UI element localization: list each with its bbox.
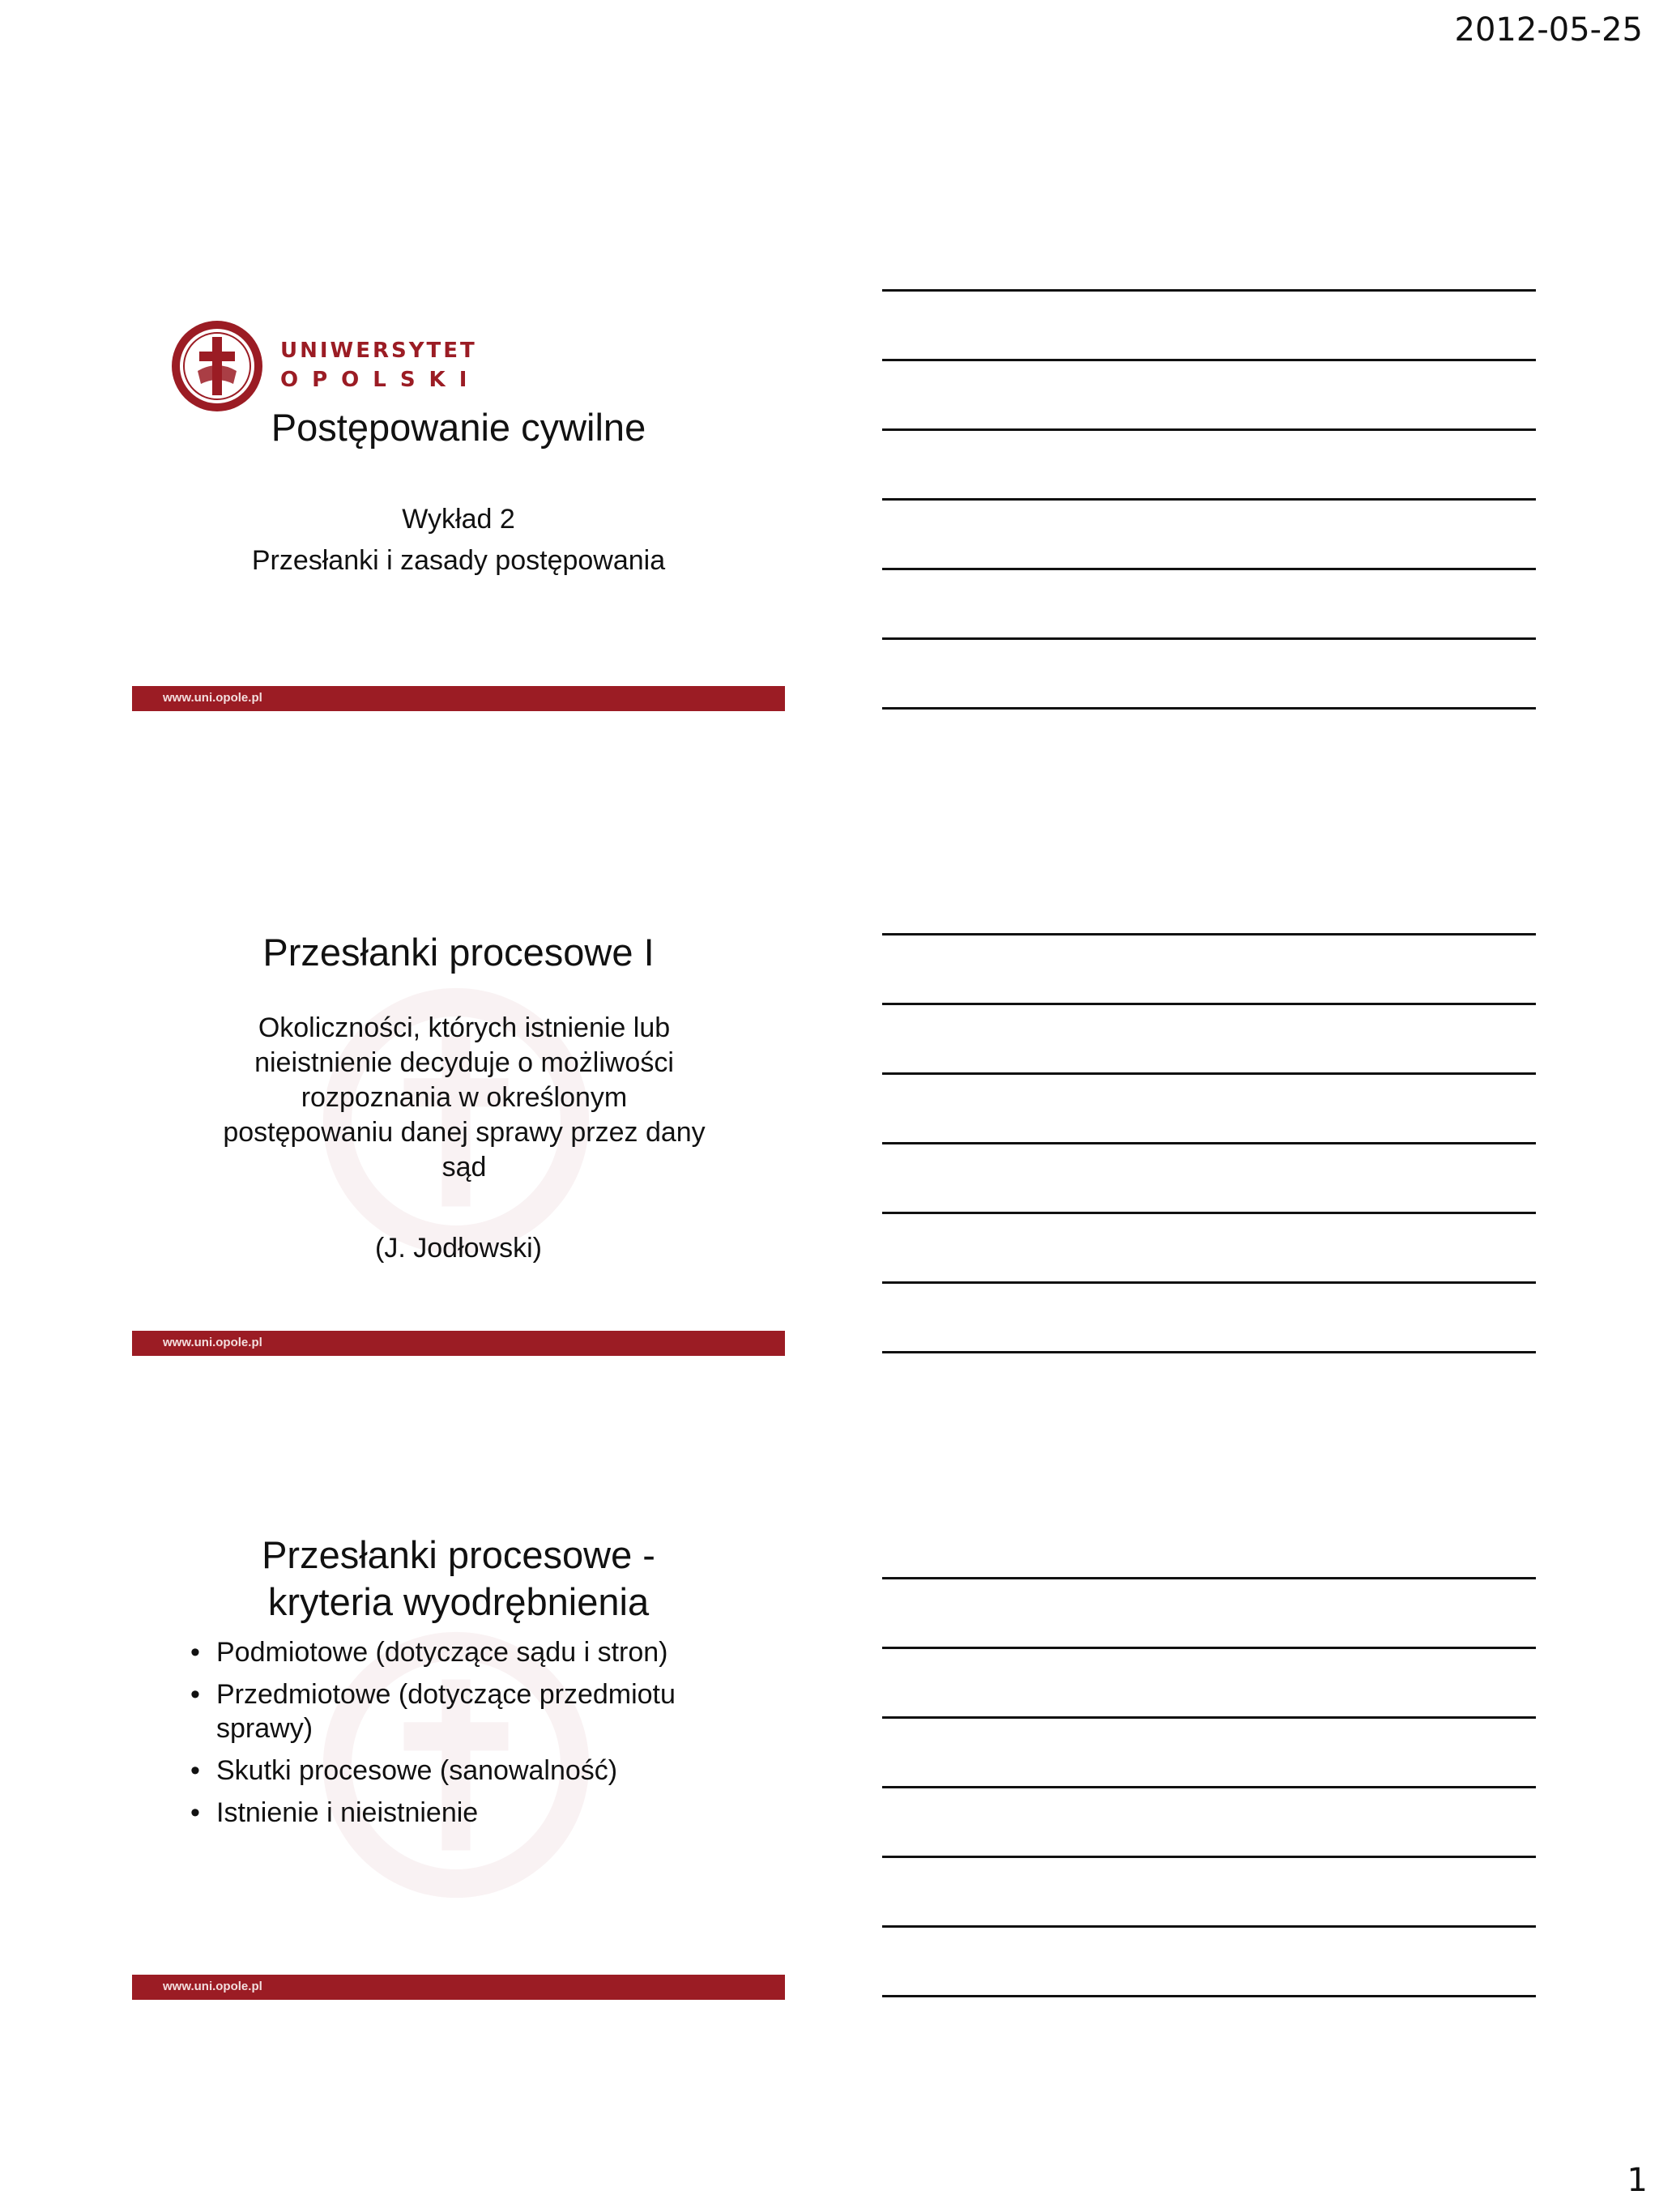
slide-body-line2: nieistnienie decyduje o możliwości <box>254 1047 674 1078</box>
bullet-list <box>189 1635 756 1838</box>
slide-author: (J. Jodłowski) <box>375 1233 542 1264</box>
note-line <box>882 1577 1536 1579</box>
slide-body-line4: postępowaniu danej sprawy przez dany <box>223 1117 706 1148</box>
bullet-text: Przedmiotowe (dotyczące przedmiotu <box>216 1679 676 1710</box>
slide-subtitle-line2: Przesłanki i zasady postępowania <box>251 545 666 576</box>
note-line <box>882 707 1536 710</box>
slide-title-line1: Przesłanki procesowe - <box>262 1533 655 1576</box>
bullet-item <box>189 1635 756 1669</box>
footer-url: www.uni.opole.pl <box>163 1336 262 1349</box>
slide-2 <box>132 886 785 1356</box>
slide-3 <box>132 1530 785 2000</box>
bullet-text: Skutki procesowe (sanowalność) <box>216 1755 618 1786</box>
slide-body-line3: rozpoznania w określonym <box>301 1082 628 1113</box>
note-line <box>882 428 1536 431</box>
note-line <box>882 359 1536 361</box>
bullet-text: Istnienie i nieistnienie <box>216 1797 479 1828</box>
bullet-dot-icon: • <box>190 1755 200 1786</box>
bullet-item <box>189 1677 756 1745</box>
bullet-text-continued: sprawy) <box>216 1713 313 1744</box>
slide-footer-bar <box>132 1331 785 1356</box>
bullet-item <box>189 1754 756 1788</box>
slide-title: Postępowanie cywilne <box>271 406 646 449</box>
note-line <box>882 637 1536 640</box>
header-date: 2012-05-25 <box>1454 11 1643 49</box>
slide-1 <box>132 241 785 711</box>
note-line <box>882 1212 1536 1214</box>
note-line <box>882 289 1536 292</box>
slide-footer-bar <box>132 1975 785 2000</box>
note-line <box>882 1995 1536 1997</box>
note-line <box>882 1072 1536 1075</box>
note-line <box>882 1786 1536 1788</box>
slide-title-line2: kryteria wyodrębnienia <box>267 1580 650 1623</box>
bullet-item <box>189 1796 756 1830</box>
note-line <box>882 1716 1536 1719</box>
bullet-dot-icon: • <box>190 1797 200 1828</box>
slide-footer-bar <box>132 686 785 711</box>
logo-text-line2: OPOLSKI <box>280 368 481 392</box>
slide-body-line1: Okoliczności, których istnienie lub <box>258 1012 671 1043</box>
page-number: 1 <box>1627 2162 1648 2199</box>
slide-body-line5: sąd <box>441 1152 487 1183</box>
university-seal-icon <box>170 319 264 413</box>
note-line <box>882 1647 1536 1649</box>
footer-url: www.uni.opole.pl <box>163 1980 262 1993</box>
university-logo <box>170 319 481 416</box>
note-line <box>882 1351 1536 1353</box>
bullet-text: Podmiotowe (dotyczące sądu i stron) <box>216 1637 668 1668</box>
footer-url: www.uni.opole.pl <box>163 691 262 705</box>
slide-subtitle-line1: Wykład 2 <box>402 504 515 535</box>
note-line <box>882 933 1536 936</box>
bullet-dot-icon: • <box>190 1679 200 1710</box>
bullet-dot-icon: • <box>190 1637 200 1668</box>
note-line <box>882 1281 1536 1284</box>
note-line <box>882 568 1536 570</box>
note-line <box>882 1925 1536 1928</box>
slide-title: Przesłanki procesowe I <box>262 931 655 974</box>
note-line <box>882 498 1536 501</box>
logo-text-line1: UNIWERSYTET <box>280 339 477 363</box>
note-line <box>882 1856 1536 1858</box>
note-line <box>882 1142 1536 1144</box>
note-line <box>882 1003 1536 1005</box>
